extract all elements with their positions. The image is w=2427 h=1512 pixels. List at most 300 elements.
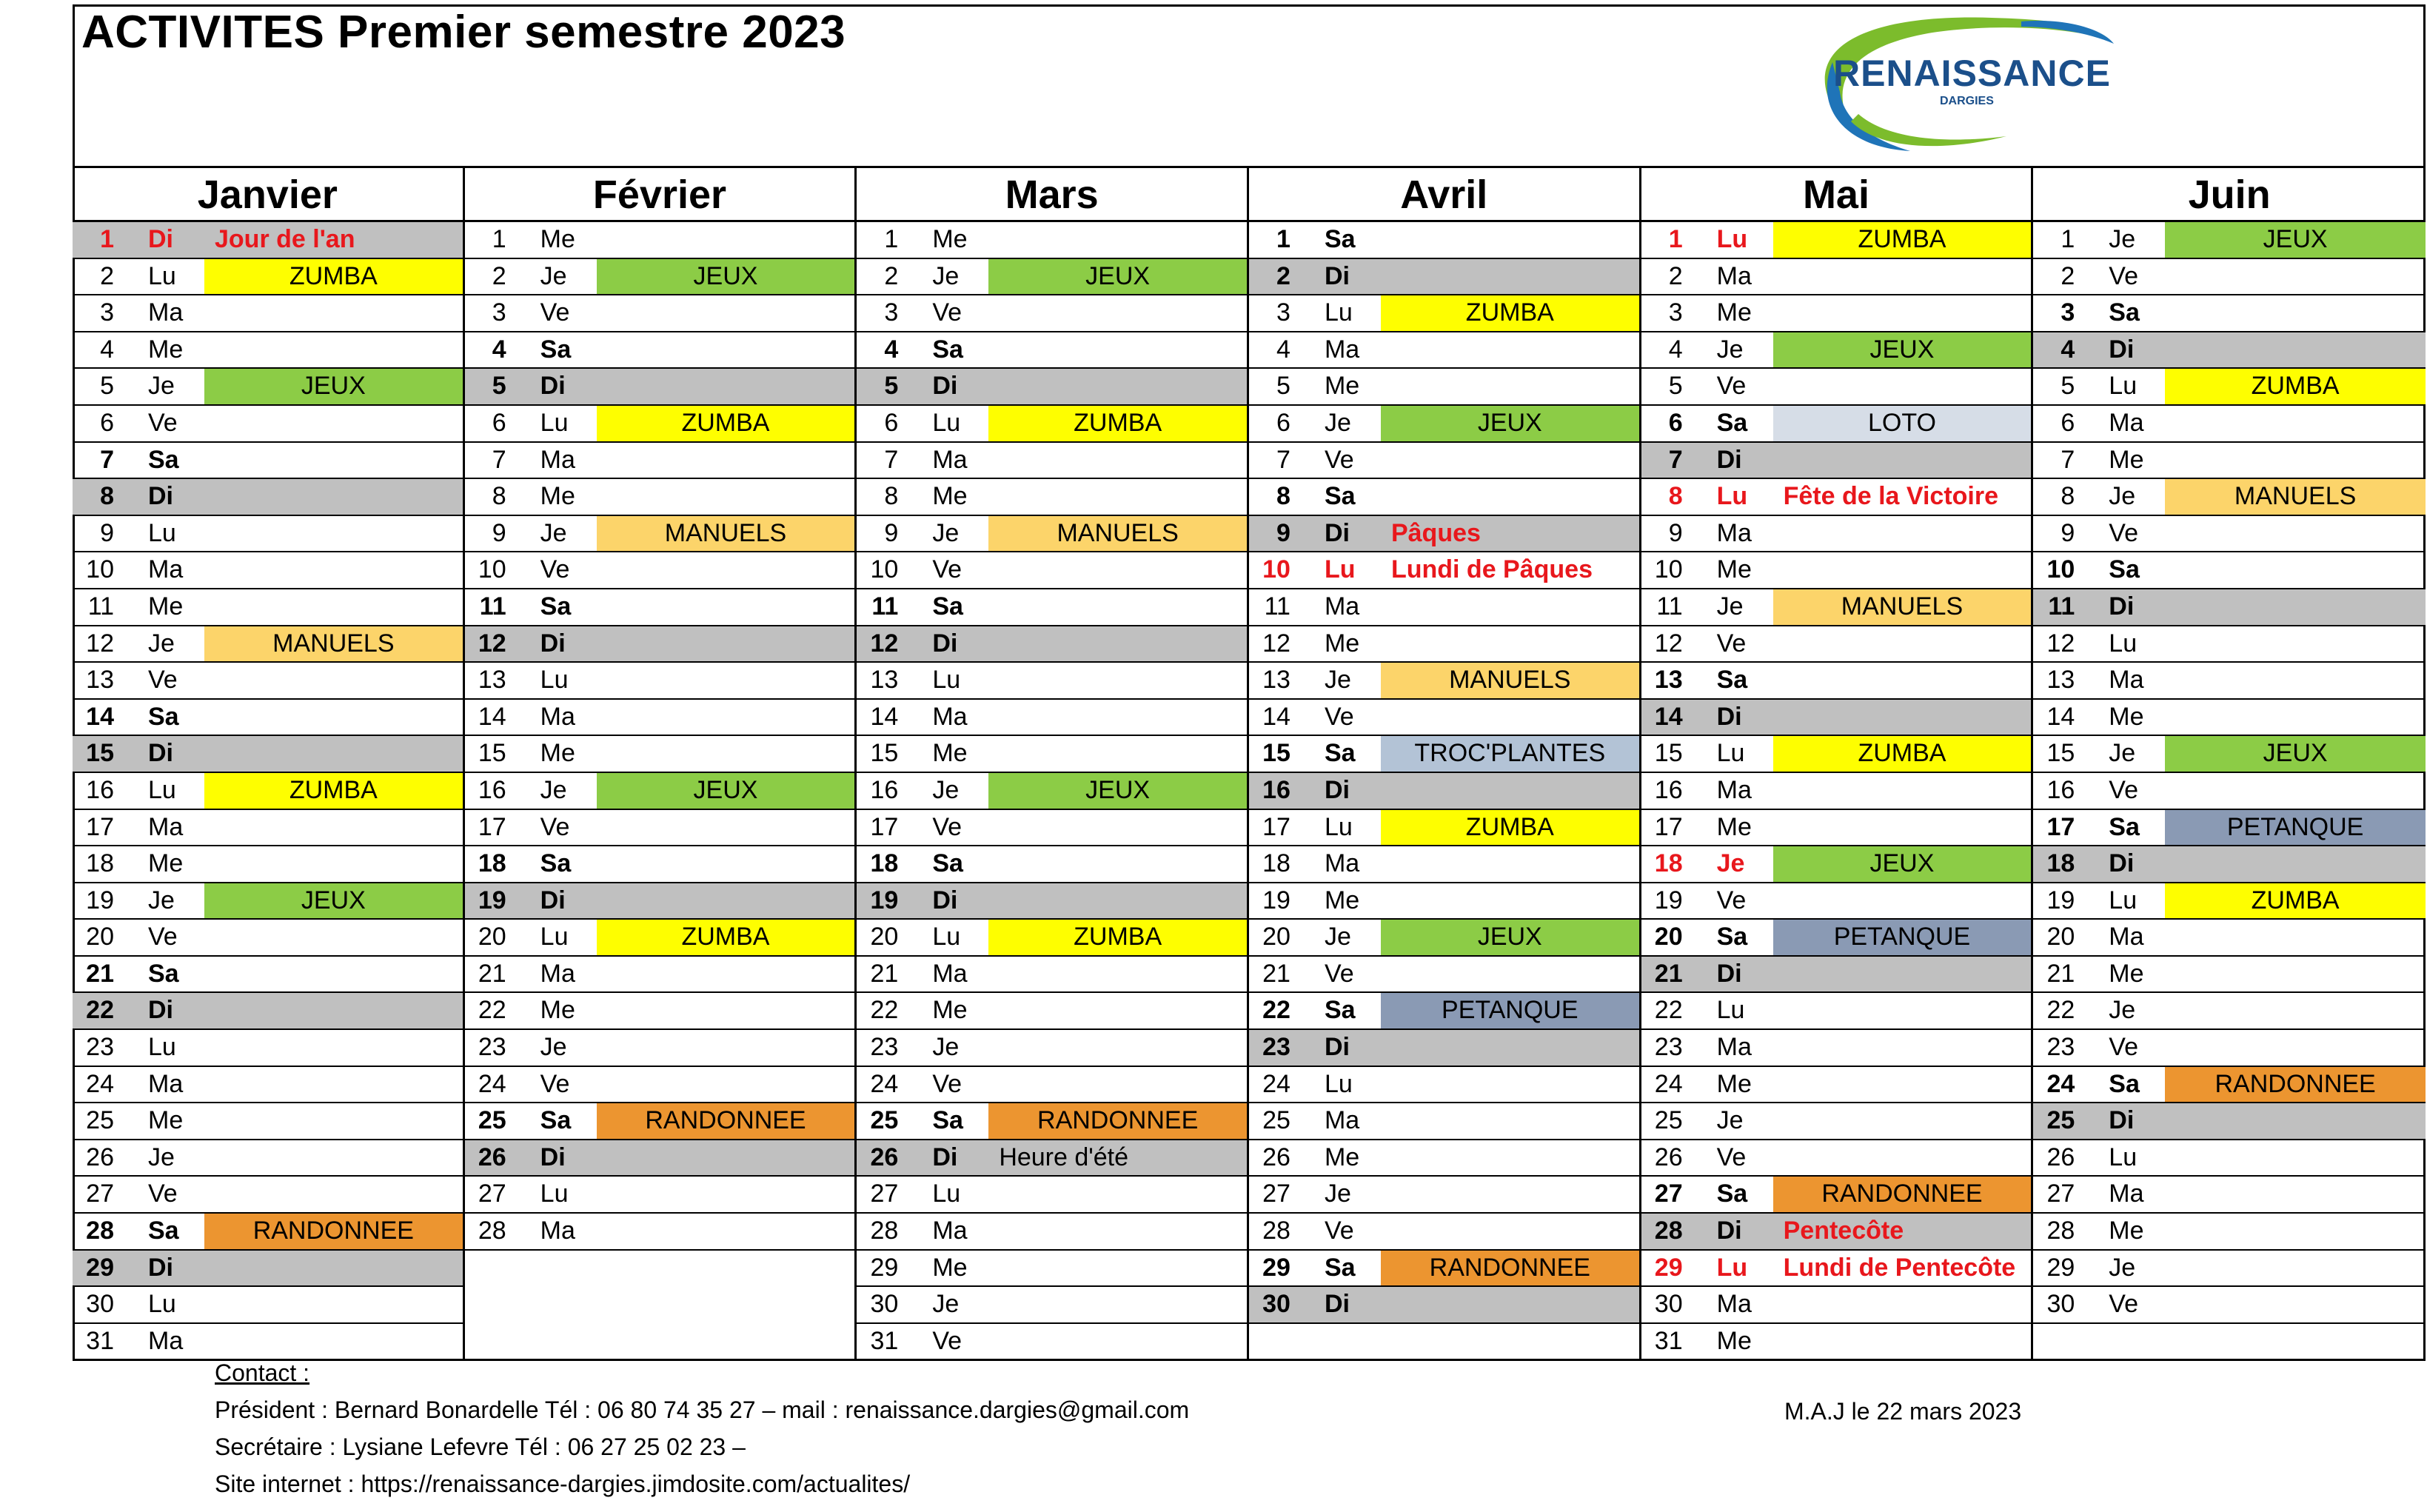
day-row xyxy=(857,957,1247,994)
day-row xyxy=(73,1103,463,1140)
month-column-mai xyxy=(1641,167,2034,1361)
day-of-week: Sa xyxy=(2109,812,2140,841)
day-of-week: Je xyxy=(2109,739,2136,768)
empty-cell xyxy=(988,1067,1247,1103)
day-number: 27 xyxy=(1262,1180,1291,1208)
day-of-week: Me xyxy=(2109,1217,2144,1245)
holiday-label: Pentecôte xyxy=(1783,1217,1904,1245)
day-of-week: Je xyxy=(148,1143,175,1171)
day-row xyxy=(857,1030,1247,1067)
activity-cell: RANDONNEE xyxy=(2165,1067,2426,1103)
day-row xyxy=(73,846,463,883)
empty-cell xyxy=(2165,1214,2426,1249)
empty-cell xyxy=(1773,1067,2032,1103)
activity-cell: JEUX xyxy=(2165,222,2426,258)
day-of-week: Lu xyxy=(540,666,569,695)
empty-cell xyxy=(597,1140,855,1176)
empty-cell xyxy=(1381,443,1639,478)
empty-cell xyxy=(204,589,463,625)
day-row xyxy=(1249,957,1639,994)
day-row xyxy=(1641,295,2032,332)
day-row xyxy=(73,295,463,332)
day-of-week: Me xyxy=(2109,445,2144,474)
activity-cell: JEUX xyxy=(1773,332,2032,368)
day-of-week: Di xyxy=(148,225,173,253)
day-row xyxy=(1641,1030,2032,1067)
empty-cell xyxy=(1381,626,1639,662)
day-of-week: Ve xyxy=(1716,629,1747,658)
empty-cell xyxy=(1773,1287,2032,1322)
day-of-week: Ve xyxy=(2109,518,2138,547)
day-row xyxy=(73,626,463,663)
day-of-week: Je xyxy=(932,1290,960,1319)
empty-cell xyxy=(597,736,855,772)
day-row xyxy=(857,663,1247,700)
day-number: 17 xyxy=(86,812,114,841)
day-row xyxy=(1641,552,2032,589)
day-row xyxy=(465,1140,855,1177)
empty-cell xyxy=(597,295,855,331)
day-number: 6 xyxy=(884,408,899,437)
day-row xyxy=(857,552,1247,589)
day-number: 22 xyxy=(1654,996,1683,1025)
day-of-week: Ve xyxy=(1324,702,1354,731)
empty-cell xyxy=(1773,295,2032,331)
day-number: 2 xyxy=(2061,261,2075,290)
activity-cell: JEUX xyxy=(597,773,855,809)
holiday-label: Fête de la Victoire xyxy=(1783,482,1999,511)
day-number: 9 xyxy=(492,518,506,547)
day-row xyxy=(1641,773,2032,810)
empty-cell xyxy=(597,479,855,515)
day-number: 15 xyxy=(1654,739,1683,768)
empty-cell xyxy=(988,369,1247,404)
day-of-week: Ve xyxy=(148,408,178,437)
day-of-week: Je xyxy=(2109,1253,2136,1282)
months-grid xyxy=(73,167,2426,1361)
day-of-week: Lu xyxy=(932,923,961,951)
empty-cell xyxy=(1381,957,1639,992)
day-of-week: Lu xyxy=(932,1180,961,1208)
day-of-week: Sa xyxy=(1324,482,1356,511)
activity-cell: JEUX xyxy=(988,259,1247,295)
day-row xyxy=(1641,259,2032,296)
empty-cell xyxy=(204,1324,463,1361)
day-row xyxy=(465,406,855,443)
empty-cell xyxy=(204,846,463,882)
day-row xyxy=(2033,1103,2426,1140)
empty-cell xyxy=(2165,626,2426,662)
day-number: 12 xyxy=(1654,629,1683,658)
day-of-week: Di xyxy=(2109,592,2135,620)
day-of-week: Ma xyxy=(540,959,575,988)
activity-cell: RANDONNEE xyxy=(204,1214,463,1249)
day-of-week: Di xyxy=(1324,518,1350,547)
day-row xyxy=(857,810,1247,847)
empty-cell xyxy=(204,1067,463,1103)
day-row xyxy=(465,1030,855,1067)
day-of-week: Ma xyxy=(540,445,575,474)
day-row xyxy=(2033,1067,2426,1104)
empty-cell xyxy=(988,993,1247,1028)
day-number: 31 xyxy=(1654,1326,1683,1355)
empty-cell xyxy=(2165,920,2426,955)
day-row xyxy=(2033,736,2426,773)
day-of-week: Je xyxy=(2109,482,2136,511)
empty-cell xyxy=(204,552,463,588)
activity-cell: RANDONNEE xyxy=(988,1103,1247,1139)
day-row xyxy=(73,516,463,553)
activity-cell: ZUMBA xyxy=(1773,222,2032,258)
day-number: 14 xyxy=(1654,702,1683,731)
day-of-week: Ma xyxy=(1324,1106,1360,1135)
day-of-week: Ve xyxy=(932,1326,963,1355)
day-row xyxy=(465,1067,855,1104)
empty-cell xyxy=(597,846,855,882)
day-number: 20 xyxy=(86,923,114,951)
day-of-week: Di xyxy=(1716,445,1742,474)
empty-cell xyxy=(1773,1103,2032,1139)
day-number: 18 xyxy=(870,849,899,878)
empty-cell xyxy=(1381,332,1639,368)
day-row xyxy=(1641,479,2032,516)
activity-cell: RANDONNEE xyxy=(1381,1251,1639,1286)
empty-cell xyxy=(1773,773,2032,809)
day-number: 29 xyxy=(1654,1253,1683,1282)
day-of-week: Ma xyxy=(1716,775,1752,804)
empty-cell xyxy=(597,222,855,258)
day-of-week: Ve xyxy=(148,1180,178,1208)
day-number: 27 xyxy=(870,1180,899,1208)
activity-cell: TROC'PLANTES xyxy=(1381,736,1639,772)
day-of-week: Ve xyxy=(1716,1143,1747,1171)
day-of-week: Lu xyxy=(148,518,176,547)
empty-cell xyxy=(1381,1177,1639,1212)
activity-cell: MANUELS xyxy=(1381,663,1639,698)
day-number: 5 xyxy=(492,372,506,401)
day-of-week: Ve xyxy=(2109,261,2138,290)
day-of-week: Ma xyxy=(932,702,968,731)
day-number: 22 xyxy=(870,996,899,1025)
day-row xyxy=(1249,1177,1639,1214)
day-of-week: Lu xyxy=(1324,298,1353,327)
day-number: 12 xyxy=(478,629,506,658)
day-number: 14 xyxy=(1262,702,1291,731)
day-row xyxy=(1641,332,2032,369)
empty-cell xyxy=(1773,1030,2032,1066)
holiday-label: Pâques xyxy=(1390,518,1481,547)
day-row xyxy=(1249,883,1639,920)
day-number: 10 xyxy=(1262,555,1291,584)
day-number: 12 xyxy=(86,629,114,658)
day-of-week: Ma xyxy=(1716,1290,1752,1319)
day-number: 16 xyxy=(1262,775,1291,804)
empty-cell xyxy=(1773,883,2032,919)
day-number: 24 xyxy=(870,1069,899,1098)
day-of-week: Je xyxy=(540,775,567,804)
day-number: 16 xyxy=(478,775,506,804)
day-of-week: Me xyxy=(1716,298,1752,327)
day-row xyxy=(1641,1251,2032,1288)
empty-cell xyxy=(988,332,1247,368)
day-row xyxy=(857,700,1247,737)
day-number: 24 xyxy=(478,1069,506,1098)
day-of-week: Je xyxy=(148,629,175,658)
month-header: Avril xyxy=(1249,167,1639,222)
day-of-week: Di xyxy=(540,629,566,658)
empty-cell xyxy=(597,810,855,846)
day-number: 20 xyxy=(1262,923,1291,951)
day-row xyxy=(2033,1287,2426,1324)
empty-cell xyxy=(597,552,855,588)
day-of-week: Di xyxy=(1716,1217,1742,1245)
day-of-week: Me xyxy=(932,482,968,511)
day-of-week: Je xyxy=(932,518,960,547)
day-number: 7 xyxy=(1668,445,1683,474)
day-row xyxy=(1641,406,2032,443)
day-row xyxy=(465,479,855,516)
day-row xyxy=(2033,552,2426,589)
month-header: Mars xyxy=(857,167,1247,222)
day-number: 28 xyxy=(86,1217,114,1245)
day-of-week: Je xyxy=(2109,996,2136,1025)
day-number: 25 xyxy=(870,1106,899,1135)
empty-cell xyxy=(204,443,463,478)
renaissance-logo xyxy=(1799,10,2125,158)
day-row xyxy=(2033,957,2426,994)
day-of-week: Di xyxy=(540,1143,566,1171)
empty-cell xyxy=(204,1103,463,1139)
day-number: 14 xyxy=(870,702,899,731)
empty-cell xyxy=(597,663,855,698)
day-row xyxy=(73,1287,463,1324)
day-number: 18 xyxy=(1654,849,1683,878)
day-row xyxy=(2033,993,2426,1030)
day-number: 22 xyxy=(2046,996,2075,1025)
day-number: 6 xyxy=(1668,408,1683,437)
day-number: 26 xyxy=(86,1143,114,1171)
day-of-week: Ve xyxy=(2109,1290,2138,1319)
day-row xyxy=(1249,259,1639,296)
empty-cell xyxy=(988,626,1247,662)
activity-cell: JEUX xyxy=(2165,736,2426,772)
activity-cell: MANUELS xyxy=(204,626,463,662)
day-number: 20 xyxy=(1654,923,1683,951)
day-number: 25 xyxy=(478,1106,506,1135)
day-number: 21 xyxy=(2046,959,2075,988)
day-number: 1 xyxy=(1668,225,1683,253)
empty-cell xyxy=(1381,1030,1639,1066)
day-number: 28 xyxy=(1654,1217,1683,1245)
day-number: 26 xyxy=(1654,1143,1683,1171)
empty-cell xyxy=(204,1030,463,1066)
day-row xyxy=(73,1324,463,1361)
day-of-week: Sa xyxy=(1324,225,1356,253)
day-of-week: Je xyxy=(2109,225,2136,253)
empty-cell xyxy=(2165,1103,2426,1139)
day-number: 1 xyxy=(2061,225,2075,253)
day-number: 15 xyxy=(2046,739,2075,768)
activity-cell: ZUMBA xyxy=(2165,369,2426,404)
day-number: 16 xyxy=(2046,775,2075,804)
day-row xyxy=(857,1177,1247,1214)
day-number: 30 xyxy=(86,1290,114,1319)
day-row xyxy=(1249,443,1639,480)
holiday-label: Lundi de Pâques xyxy=(1390,555,1593,584)
day-of-week: Ma xyxy=(148,812,184,841)
day-of-week: Je xyxy=(540,518,567,547)
day-row xyxy=(2033,516,2426,553)
day-row xyxy=(73,883,463,920)
day-number: 23 xyxy=(1654,1033,1683,1062)
day-row xyxy=(1249,1067,1639,1104)
empty-cell xyxy=(988,1324,1247,1361)
empty-cell xyxy=(2165,1177,2426,1212)
day-of-week: Me xyxy=(1324,886,1360,914)
empty-cell xyxy=(597,1214,855,1249)
empty-cell xyxy=(2165,1140,2426,1176)
day-number: 17 xyxy=(1262,812,1291,841)
day-number: 8 xyxy=(100,482,114,511)
day-of-week: Ve xyxy=(1324,959,1354,988)
day-row xyxy=(1641,1140,2032,1177)
day-of-week: Sa xyxy=(148,702,179,731)
empty-cell xyxy=(2165,332,2426,368)
day-of-week: Ma xyxy=(1716,261,1752,290)
empty-cell xyxy=(2165,700,2426,735)
day-number: 20 xyxy=(870,923,899,951)
day-of-week: Me xyxy=(1716,1326,1752,1355)
day-number: 15 xyxy=(870,739,899,768)
day-number: 8 xyxy=(2061,482,2075,511)
day-row xyxy=(2033,589,2426,626)
day-of-week: Di xyxy=(932,886,958,914)
day-row xyxy=(857,1214,1247,1251)
day-of-week: Lu xyxy=(1324,812,1353,841)
day-number: 21 xyxy=(1262,959,1291,988)
empty-cell xyxy=(2165,406,2426,441)
day-number: 25 xyxy=(1654,1106,1683,1135)
day-row xyxy=(1249,479,1639,516)
day-of-week: Di xyxy=(932,1143,958,1171)
empty-cell xyxy=(2165,1251,2426,1286)
empty-cell xyxy=(988,736,1247,772)
day-row xyxy=(73,1177,463,1214)
logo-subtext: DARGIES xyxy=(1940,95,1994,107)
day-row xyxy=(465,663,855,700)
day-number: 7 xyxy=(884,445,899,474)
day-row xyxy=(1641,222,2032,259)
day-of-week: Me xyxy=(932,996,968,1025)
activity-cell: JEUX xyxy=(204,883,463,919)
empty-cell xyxy=(204,1251,463,1286)
day-number: 2 xyxy=(492,261,506,290)
empty-cell xyxy=(204,332,463,368)
day-number: 9 xyxy=(1668,518,1683,547)
activity-cell: ZUMBA xyxy=(1381,295,1639,331)
day-row xyxy=(2033,1251,2426,1288)
empty-cell xyxy=(597,883,855,919)
day-of-week: Sa xyxy=(1716,923,1748,951)
empty-cell xyxy=(2165,295,2426,331)
day-of-week: Sa xyxy=(932,335,963,364)
day-number: 19 xyxy=(870,886,899,914)
day-number: 1 xyxy=(884,225,899,253)
day-number: 25 xyxy=(86,1106,114,1135)
empty-cell xyxy=(2165,773,2426,809)
empty-cell xyxy=(1381,479,1639,515)
day-row xyxy=(1641,883,2032,920)
day-row xyxy=(1249,1214,1639,1251)
day-of-week: Lu xyxy=(540,408,569,437)
day-number: 21 xyxy=(1654,959,1683,988)
day-of-week: Ma xyxy=(932,445,968,474)
day-number: 4 xyxy=(884,335,899,364)
empty-cell xyxy=(2165,589,2426,625)
day-row xyxy=(1249,700,1639,737)
day-row xyxy=(1641,589,2032,626)
secretaire-info: Secrétaire : Lysiane Lefevre Tél : 06 27 25 02 23 – xyxy=(215,1434,746,1460)
empty-cell xyxy=(204,1140,463,1176)
day-number: 31 xyxy=(870,1326,899,1355)
day-row xyxy=(73,957,463,994)
day-number: 3 xyxy=(1668,298,1683,327)
day-row xyxy=(1249,1251,1639,1288)
day-of-week: Di xyxy=(540,372,566,401)
day-number: 24 xyxy=(1262,1069,1291,1098)
day-of-week: Ma xyxy=(1716,518,1752,547)
activity-cell: ZUMBA xyxy=(597,406,855,441)
day-row xyxy=(1249,589,1639,626)
day-of-week: Sa xyxy=(540,1106,572,1135)
day-of-week: Di xyxy=(2109,849,2135,878)
page-title: ACTIVITES Premier semestre 2023 xyxy=(81,7,846,58)
day-row xyxy=(465,883,855,920)
day-row xyxy=(1641,443,2032,480)
day-row xyxy=(1249,1103,1639,1140)
day-number: 12 xyxy=(2046,629,2075,658)
day-number: 13 xyxy=(1654,666,1683,695)
day-of-week: Je xyxy=(1324,923,1351,951)
day-of-week: Lu xyxy=(932,666,961,695)
activity-cell: RANDONNEE xyxy=(597,1103,855,1139)
activity-cell: MANUELS xyxy=(2165,479,2426,515)
day-row xyxy=(73,589,463,626)
day-number: 9 xyxy=(100,518,114,547)
day-row xyxy=(1641,700,2032,737)
day-number: 21 xyxy=(870,959,899,988)
empty-cell xyxy=(2165,846,2426,882)
day-of-week: Me xyxy=(1716,555,1752,584)
day-number: 22 xyxy=(478,996,506,1025)
day-number: 4 xyxy=(492,335,506,364)
day-number: 3 xyxy=(100,298,114,327)
day-row xyxy=(465,773,855,810)
day-row xyxy=(1641,626,2032,663)
day-number: 2 xyxy=(1276,261,1291,290)
day-number: 16 xyxy=(1654,775,1683,804)
day-of-week: Ma xyxy=(932,1217,968,1245)
day-of-week: Me xyxy=(540,739,575,768)
day-row xyxy=(857,920,1247,957)
empty-cell xyxy=(597,1177,855,1212)
day-of-week: Me xyxy=(1716,812,1752,841)
day-number: 10 xyxy=(86,555,114,584)
day-number: 16 xyxy=(86,775,114,804)
day-of-week: Sa xyxy=(1324,1253,1356,1282)
month-header: Janvier xyxy=(73,167,463,222)
day-of-week: Sa xyxy=(540,592,572,620)
